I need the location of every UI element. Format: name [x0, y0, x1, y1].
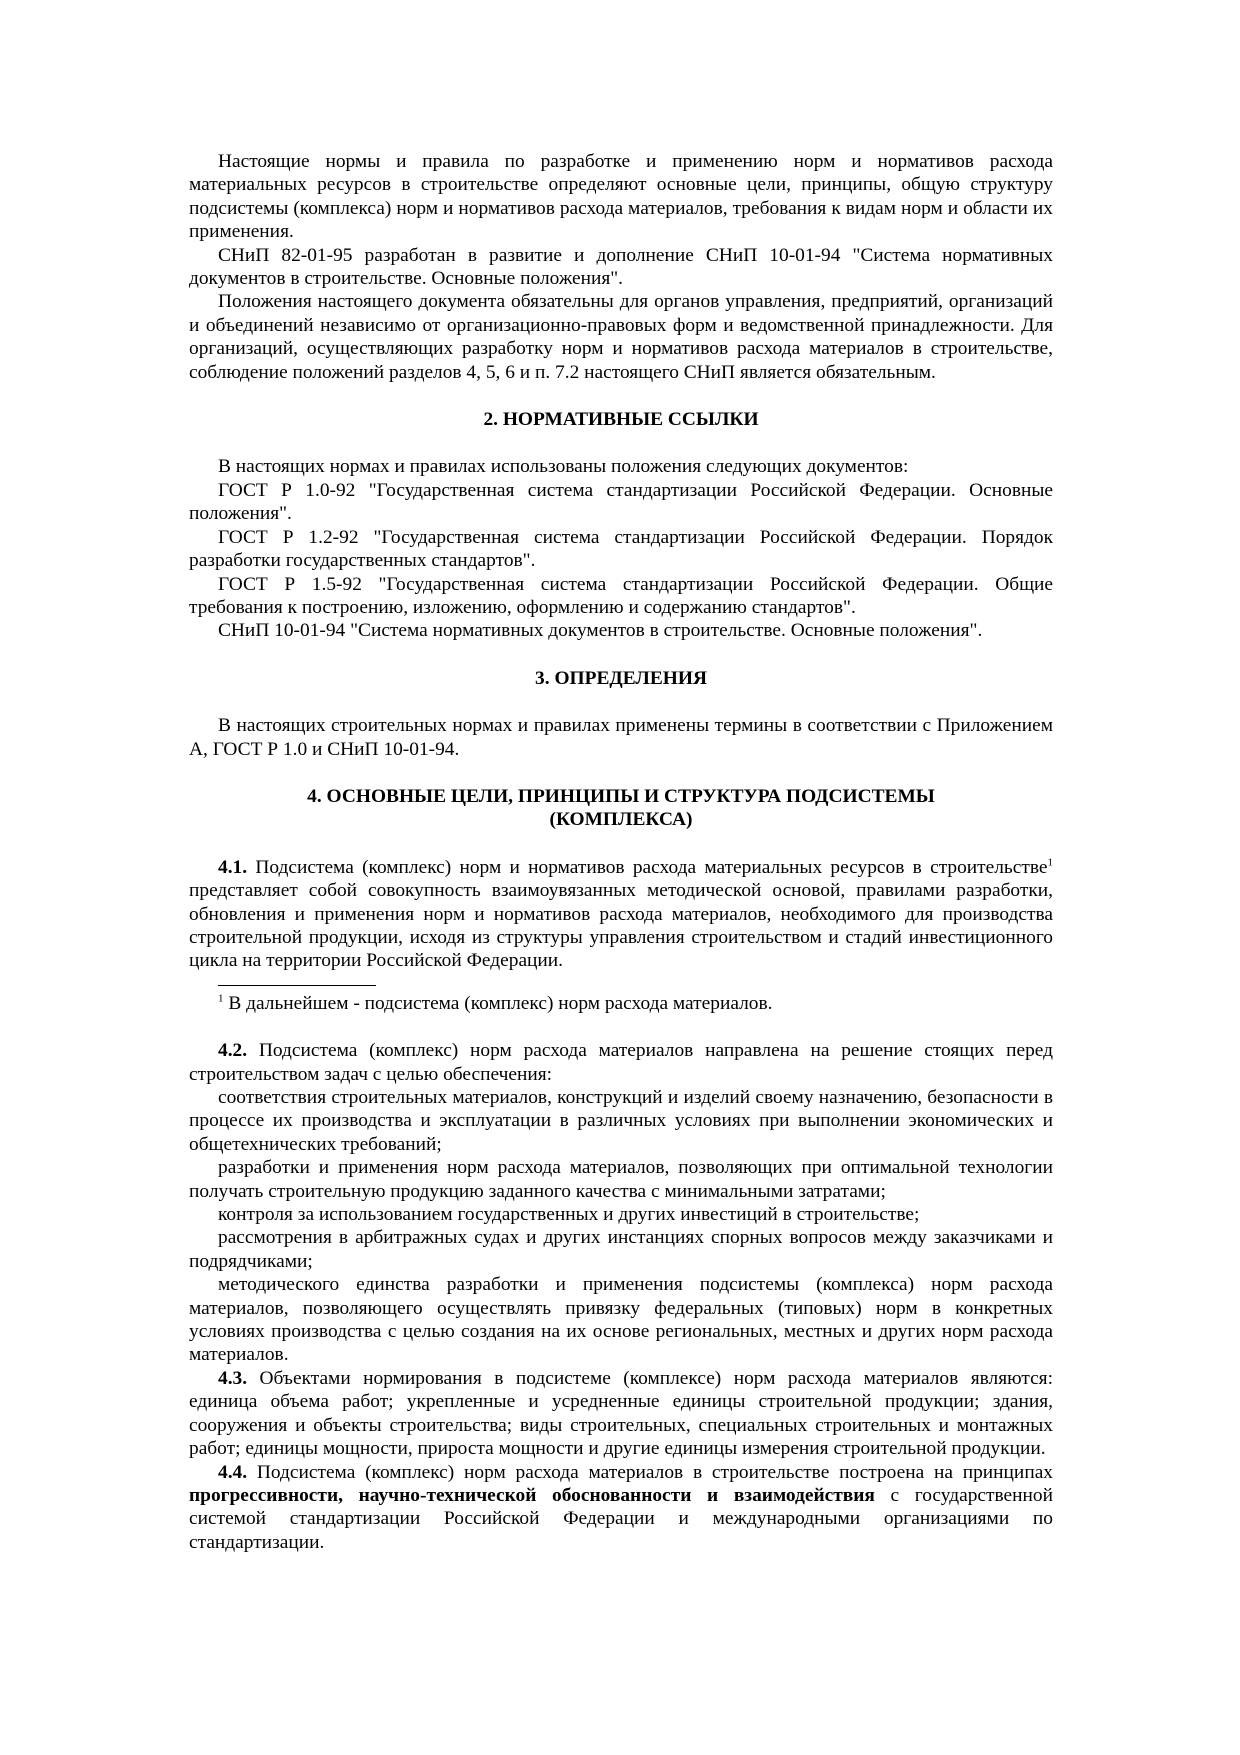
- clause-4-4-text-b: с государственной системой стандартизации Российской Федерации и международными организациями по стандартизации.: [189, 1484, 1053, 1553]
- intro-paragraph-2: СНиП 82-01-95 разработан в развитие и дополнение СНиП 10-01-94 "Система нормативных документов в строительстве. Основные положения".: [189, 244, 1053, 290]
- clause-4-4-text-a: Подсистема (комплекс) норм расхода материалов в строительстве построена на принципах: [256, 1461, 1053, 1483]
- section-4-heading-line-2: (КОМПЛЕКСА): [549, 809, 693, 831]
- clause-4-1: [189, 856, 1053, 973]
- section-2-paragraph-5: СНиП 10-01-94 "Система нормативных документов в строительстве. Основные положения".: [218, 620, 983, 642]
- intro-paragraph-1: Настоящие нормы и правила по разработке и применению норм и нормативов расхода материальных ресурсов в строительстве определяют основные цели, принципы, общую структуру подсистемы (комплекса) норм и нормативов расхода материалов, требования к видам норм и области их применения.: [189, 151, 1053, 243]
- clause-4-3: [189, 1367, 1053, 1461]
- section-2-paragraph-3: ГОСТ Р 1.2-92 "Государственная система стандартизации Российской Федерации. Порядок разработки государственных стандартов".: [189, 526, 1053, 572]
- section-2-paragraph-2: ГОСТ Р 1.0-92 "Государственная система стандартизации Российской Федерации. Основные положения".: [189, 479, 1053, 525]
- document-page: [189, 150, 1053, 1554]
- intro-paragraph-3: Положения настоящего документа обязательны для органов управления, предприятий, организаций и объединений независимо от организационно-правовых форм и ведомственной принадлежности. Для организаций, осуществляющих разработку норм и нормативов расхода материалов в строительстве, соблюдение положений разделов 4, 5, 6 и п. 7.2 настоящего СНиП является обязательным.: [189, 291, 1053, 383]
- section-2-heading: 2. НОРМАТИВНЫЕ ССЫЛКИ: [483, 409, 759, 431]
- clause-4-4-number: 4.4.: [218, 1461, 248, 1483]
- clause-4-1-number: 4.1.: [218, 856, 248, 878]
- section-4-heading: [189, 785, 1053, 832]
- footnote-separator: [218, 985, 376, 986]
- clause-4-2-item-2: разработки и применения норм расхода материалов, позволяющих при оптимальной технологии получать строительную продукцию заданного качества с минимальными затратами;: [189, 1157, 1053, 1202]
- clause-4-2-item-4: рассмотрения в арбитражных судах и других инстанциях спорных вопросов между заказчиками и подрядчиками;: [189, 1227, 1053, 1272]
- section-3-heading: 3. ОПРЕДЕЛЕНИЯ: [535, 667, 707, 689]
- clause-4-2-text: Подсистема (комплекс) норм расхода материалов направлена на решение стоящих перед строительством задач с целью обеспечения:: [189, 1040, 1053, 1085]
- clause-4-3-text: Объектами нормирования в подсистеме (комплексе) норм расхода материалов являются: единица объема работ; укрепленные и усредненные единицы строительной продукции; здания, сооружения и объекты строительства; виды строительных, специальных строительных и монтажных работ; единицы мощности, прироста мощности и другие единицы измерения строительной продукции.: [189, 1367, 1053, 1460]
- section-4-heading-line-1: 4. ОСНОВНЫЕ ЦЕЛИ, ПРИНЦИПЫ И СТРУКТУРА ПОДСИСТЕМЫ: [307, 785, 935, 807]
- section-2-paragraph-1: В настоящих нормах и правилах использованы положения следующих документов:: [218, 456, 909, 478]
- section-3-paragraph-1: В настоящих строительных нормах и правилах применены термины в соответствии с Приложением А, ГОСТ Р 1.0 и СНиП 10-01-94.: [189, 715, 1053, 760]
- clause-4-1-text-b: представляет собой совокупность взаимоувязанных методической основой, правилами разработки, обновления и применения норм и нормативов расхода материалов, необходимого для производства строительной продукции, исходя из структуры управления строительством и стадий инвестиционного цикла на территории Российской Федерации.: [189, 880, 1053, 972]
- clause-4-2-item-1: соответствия строительных материалов, конструкций и изделий своему назначению, безопасности в процессе их производства и эксплуатации в различных условиях при выполнении экономических и общетехнических требований;: [189, 1087, 1053, 1155]
- clause-4-4: [189, 1461, 1053, 1555]
- clause-4-2: [189, 1039, 1053, 1086]
- section-2-paragraph-4: ГОСТ Р 1.5-92 "Государственная система стандартизации Российской Федерации. Общие требования к построению, изложению, оформлению и содержанию стандартов".: [189, 573, 1053, 618]
- clause-4-1-text-a: Подсистема (комплекс) норм и нормативов расхода материальных ресурсов в строительстве: [255, 856, 1048, 878]
- clause-4-3-number: 4.3.: [218, 1367, 248, 1389]
- clause-4-2-item-5: методического единства разработки и применения подсистемы (комплекса) норм расхода материалов, позволяющего осуществлять привязку федеральных (типовых) норм в конкретных условиях производства с целью создания на их основе региональных, местных и других норм расхода материалов.: [189, 1274, 1053, 1366]
- footnote-number: 1: [218, 992, 224, 1005]
- footnote-text: В дальнейшем - подсистема (комплекс) норм расхода материалов.: [228, 992, 773, 1014]
- footnote-marker: 1: [1047, 856, 1053, 869]
- clause-4-2-number: 4.2.: [218, 1040, 248, 1062]
- clause-4-2-item-3: контроля за использованием государственных и других инвестиций в строительстве;: [218, 1204, 920, 1226]
- footnote: [189, 992, 1053, 1015]
- clause-4-4-principles: прогрессивности, научно-технической обоснованности и взаимодействия: [189, 1484, 875, 1506]
